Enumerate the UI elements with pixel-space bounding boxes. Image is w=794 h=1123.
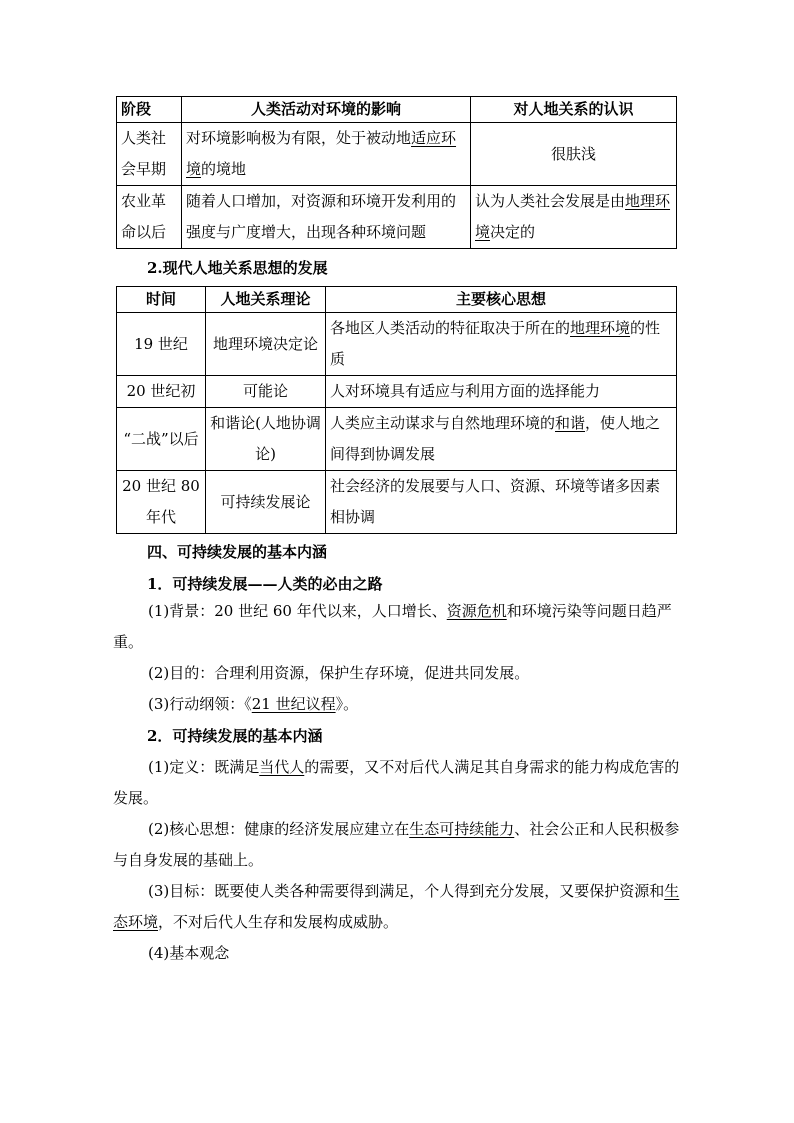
paragraph-program: (3)行动纲领：《21 世纪议程》。 xyxy=(148,695,359,713)
table-row xyxy=(117,376,677,408)
human-environment-stage-table xyxy=(116,96,677,249)
theory-cell: 可持续发展论 xyxy=(206,471,326,534)
table-row xyxy=(117,186,677,249)
header-time: 时间 xyxy=(117,287,206,313)
idea-cell: 社会经济的发展要与人口、资源、环境等诸多因素相协调 xyxy=(326,471,677,534)
idea-cell: 人对环境具有适应与利用方面的选择能力 xyxy=(326,376,677,408)
table-row xyxy=(117,471,677,534)
table-row xyxy=(117,313,677,376)
stage-cell: 农业革命以后 xyxy=(117,186,182,249)
paragraph-core-idea: (2)核心思想：健康的经济发展应建立在生态可持续能力、社会公正和人民积极参与自身发展的基础上。 xyxy=(113,820,680,869)
view-cell: 很肤浅 xyxy=(471,123,677,186)
table-row xyxy=(117,408,677,471)
subsection-heading: 1．可持续发展——人类的必由之路 xyxy=(147,575,383,593)
time-cell: “二战”以后 xyxy=(117,408,206,471)
impact-cell: 对环境影响极为有限，处于被动地适应环境的境地 xyxy=(182,123,471,186)
theory-cell: 可能论 xyxy=(206,376,326,408)
table-row xyxy=(117,123,677,186)
impact-cell: 随着人口增加，对资源和环境开发利用的强度与广度增大，出现各种环境问题 xyxy=(182,186,471,249)
section-heading: 2.现代人地关系思想的发展 xyxy=(147,259,328,277)
paragraph-basic-concepts: (4)基本观念 xyxy=(148,944,230,962)
header-impact: 人类活动对环境的影响 xyxy=(182,97,471,123)
paragraph-purpose: (2)目的：合理利用资源，保护生存环境，促进共同发展。 xyxy=(148,664,530,682)
modern-thought-table xyxy=(116,286,677,534)
stage-cell: 人类社会早期 xyxy=(117,123,182,186)
header-view: 对人地关系的认识 xyxy=(471,97,677,123)
time-cell: 20 世纪 80 年代 xyxy=(117,471,206,534)
idea-cell: 人类应主动谋求与自然地理环境的和谐，使人地之间得到协调发展 xyxy=(326,408,677,471)
subsection-heading: 2．可持续发展的基本内涵 xyxy=(147,727,323,745)
header-idea: 主要核心思想 xyxy=(326,287,677,313)
idea-cell: 各地区人类活动的特征取决于所在的地理环境的性质 xyxy=(326,313,677,376)
time-cell: 19 世纪 xyxy=(117,313,206,376)
section-heading: 四、可持续发展的基本内涵 xyxy=(147,543,328,561)
paragraph-background: (1)背景：20 世纪 60 年代以来，人口增长、资源危机和环境污染等问题日趋严重。 xyxy=(113,602,672,651)
theory-cell: 和谐论(人地协调论) xyxy=(206,408,326,471)
header-theory: 人地关系理论 xyxy=(206,287,326,313)
paragraph-definition: (1)定义：既满足当代人的需要，又不对后代人满足其自身需求的能力构成危害的发展。 xyxy=(113,758,680,807)
table-header-row xyxy=(117,287,677,313)
view-cell: 认为人类社会发展是由地理环境决定的 xyxy=(471,186,677,249)
paragraph-goal: (3)目标：既要使人类各种需要得到满足，个人得到充分发展，又要保护资源和生态环境，不对后代人生存和发展构成威胁。 xyxy=(113,882,680,931)
header-stage: 阶段 xyxy=(117,97,182,123)
table-header-row xyxy=(117,97,677,123)
theory-cell: 地理环境决定论 xyxy=(206,313,326,376)
time-cell: 20 世纪初 xyxy=(117,376,206,408)
